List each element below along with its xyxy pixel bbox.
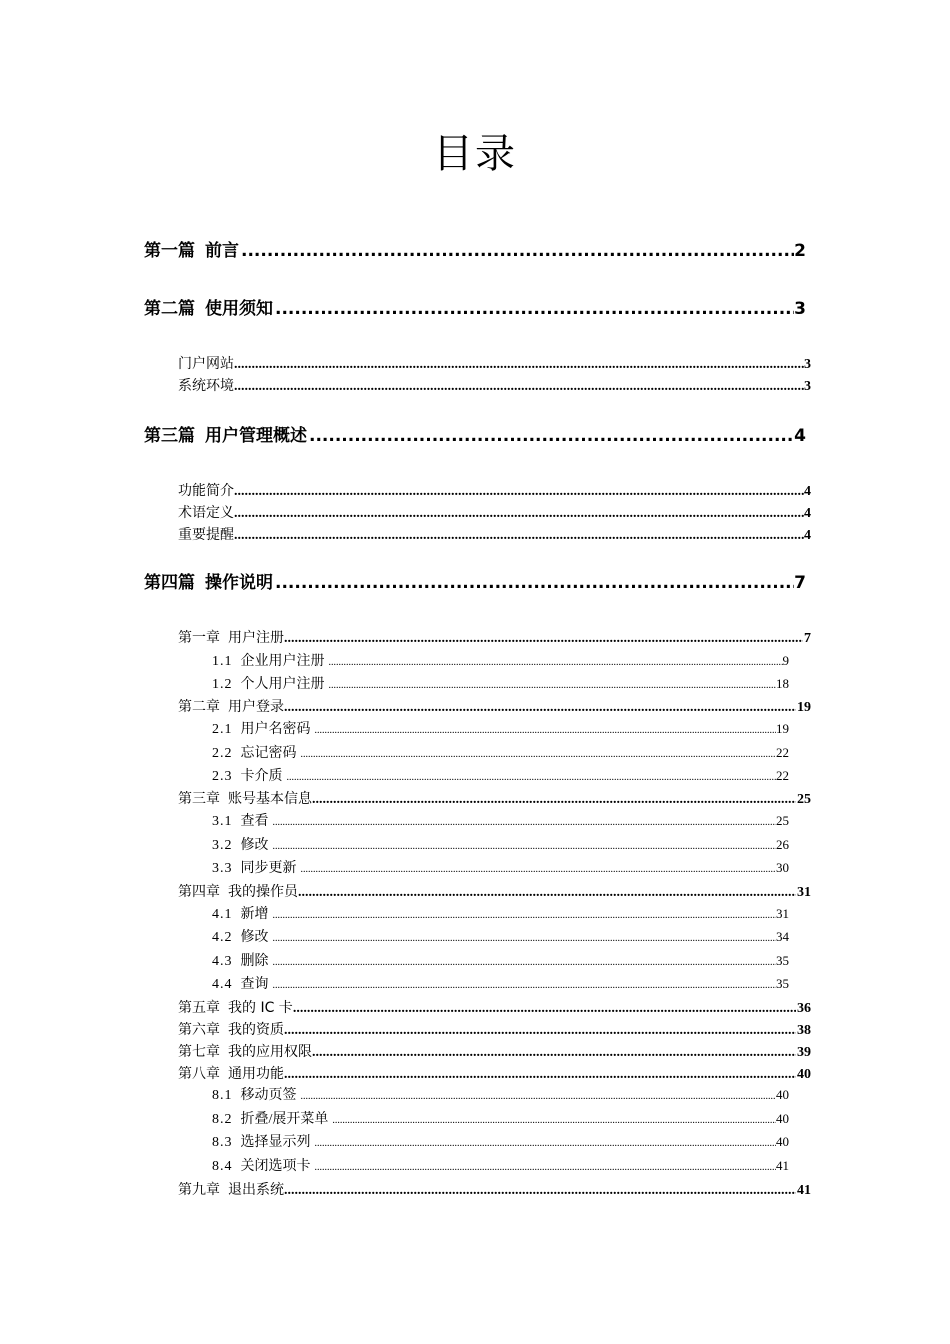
page-number: 3 bbox=[794, 299, 806, 318]
toc-part-2[interactable] bbox=[144, 294, 806, 318]
subsection-label bbox=[212, 650, 329, 670]
page-number: 41 bbox=[797, 1183, 811, 1198]
toc-section[interactable] bbox=[178, 375, 811, 395]
leader-dots bbox=[309, 426, 794, 445]
subsection-label bbox=[212, 1108, 332, 1128]
subsection-label bbox=[212, 765, 287, 785]
leader-dots bbox=[241, 241, 794, 260]
page-number: 4 bbox=[804, 506, 811, 521]
chapter-title: 用户登录 bbox=[228, 699, 284, 715]
leader-dots bbox=[234, 357, 804, 373]
subsection-title: 修改 bbox=[240, 930, 269, 945]
leader-dots bbox=[284, 700, 796, 716]
subsection-label bbox=[212, 834, 273, 854]
leader-dots bbox=[298, 885, 796, 901]
section-title: 功能简介 bbox=[178, 483, 234, 499]
chapter-number: 第二章 bbox=[178, 699, 220, 715]
subsection-number: 3.2 bbox=[212, 838, 233, 853]
leader-dots bbox=[284, 631, 803, 647]
page-number: 36 bbox=[797, 1001, 811, 1016]
chapter-label bbox=[178, 881, 298, 901]
section-title: 术语定义 bbox=[178, 505, 234, 521]
toc-subsection[interactable] bbox=[212, 834, 789, 854]
leader-dots bbox=[234, 379, 804, 395]
page-number: 26 bbox=[776, 837, 789, 852]
toc-subsection[interactable] bbox=[212, 650, 789, 670]
page-number: 41 bbox=[776, 1158, 789, 1173]
leader-dots bbox=[329, 680, 777, 691]
toc-subsection[interactable] bbox=[212, 673, 789, 693]
chapter-label bbox=[178, 627, 284, 647]
subsection-number: 2.3 bbox=[212, 769, 233, 784]
subsection-number: 8.3 bbox=[212, 1135, 233, 1150]
part-label bbox=[144, 294, 275, 318]
toc-part-1[interactable] bbox=[144, 236, 806, 260]
chapter-number: 第九章 bbox=[178, 1182, 220, 1198]
toc-subsection[interactable] bbox=[212, 765, 789, 785]
subsection-number: 2.1 bbox=[212, 722, 233, 737]
toc-subsection[interactable] bbox=[212, 1131, 789, 1151]
subsection-title: 删除 bbox=[240, 954, 269, 969]
subsection-label bbox=[212, 950, 273, 970]
subsection-number: 2.2 bbox=[212, 746, 233, 761]
chapter-title: 我的操作员 bbox=[228, 884, 298, 900]
subsection-title: 新增 bbox=[240, 907, 269, 922]
subsection-number: 4.4 bbox=[212, 977, 233, 992]
page-number: 7 bbox=[804, 631, 811, 646]
page-number: 22 bbox=[776, 745, 789, 760]
chapter-title: 通用功能 bbox=[228, 1066, 284, 1082]
subsection-number: 3.3 bbox=[212, 861, 233, 876]
leader-dots bbox=[284, 1023, 796, 1039]
subsection-title: 折叠/展开菜单 bbox=[240, 1112, 329, 1127]
chapter-title: 用户注册 bbox=[228, 630, 284, 646]
page-number: 19 bbox=[776, 721, 789, 736]
page-number: 34 bbox=[776, 929, 789, 944]
chapter-label bbox=[178, 1179, 284, 1199]
page-number: 40 bbox=[797, 1067, 811, 1082]
section-title: 门户网站 bbox=[178, 356, 234, 372]
leader-dots bbox=[234, 528, 804, 544]
leader-dots bbox=[284, 1067, 796, 1083]
chapter-number: 第四章 bbox=[178, 884, 220, 900]
page-number: 25 bbox=[776, 813, 789, 828]
chapter-label bbox=[178, 1063, 284, 1083]
page-number: 19 bbox=[797, 700, 811, 715]
toc-section[interactable] bbox=[178, 353, 811, 373]
page-number: 2 bbox=[794, 241, 806, 260]
subsection-label bbox=[212, 973, 273, 993]
subsection-title: 忘记密码 bbox=[240, 746, 297, 761]
subsection-label bbox=[212, 903, 273, 923]
toc-subsection[interactable] bbox=[212, 742, 789, 762]
page-number: 4 bbox=[804, 528, 811, 543]
subsection-title: 企业用户注册 bbox=[240, 654, 325, 669]
toc-chapter[interactable] bbox=[178, 788, 811, 808]
page-number: 3 bbox=[804, 379, 811, 394]
toc-chapter[interactable] bbox=[178, 881, 811, 901]
subsection-number: 8.4 bbox=[212, 1159, 233, 1174]
chapter-title: 账号基本信息 bbox=[228, 791, 312, 807]
part-number: 第四篇 bbox=[144, 573, 195, 592]
toc-section[interactable] bbox=[178, 524, 811, 544]
subsection-number: 1.2 bbox=[212, 677, 233, 692]
part-label bbox=[144, 421, 309, 445]
leader-dots bbox=[301, 864, 777, 875]
subsection-title: 查看 bbox=[240, 814, 269, 829]
part-number: 第三篇 bbox=[144, 426, 195, 445]
page-number: 9 bbox=[782, 653, 789, 668]
subsection-title: 同步更新 bbox=[240, 861, 297, 876]
leader-dots bbox=[273, 957, 777, 968]
page-number: 35 bbox=[776, 976, 789, 991]
leader-dots bbox=[315, 1162, 777, 1173]
chapter-label bbox=[178, 1041, 312, 1061]
part-label bbox=[144, 568, 275, 592]
chapter-number: 第五章 bbox=[178, 1000, 220, 1016]
toc-subsection[interactable] bbox=[212, 903, 789, 923]
leader-dots bbox=[234, 484, 804, 500]
leader-dots bbox=[273, 910, 777, 921]
toc-subsection[interactable] bbox=[212, 1084, 789, 1104]
toc-chapter[interactable] bbox=[178, 1179, 811, 1199]
page-number: 35 bbox=[776, 953, 789, 968]
chapter-title: 我的资质 bbox=[228, 1022, 284, 1038]
leader-dots bbox=[293, 1001, 796, 1017]
part-number: 第一篇 bbox=[144, 241, 195, 260]
toc-subsection[interactable] bbox=[212, 1108, 789, 1128]
chapter-number: 第三章 bbox=[178, 791, 220, 807]
toc-subsection[interactable] bbox=[212, 973, 789, 993]
subsection-title: 查询 bbox=[240, 977, 269, 992]
subsection-title: 关闭选项卡 bbox=[240, 1159, 311, 1174]
page-number: 18 bbox=[776, 676, 789, 691]
toc-chapter[interactable] bbox=[178, 696, 811, 716]
part-title: 前言 bbox=[205, 241, 239, 260]
leader-dots bbox=[301, 1091, 777, 1102]
toc-subsection[interactable] bbox=[212, 810, 789, 830]
leader-dots bbox=[301, 749, 777, 760]
toc-subsection[interactable] bbox=[212, 1155, 789, 1175]
leader-dots bbox=[273, 841, 777, 852]
page-number: 38 bbox=[797, 1023, 811, 1038]
chapter-title: 我的应用权限 bbox=[228, 1044, 312, 1060]
leader-dots bbox=[312, 1045, 796, 1061]
subsection-title: 修改 bbox=[240, 838, 269, 853]
subsection-number: 3.1 bbox=[212, 814, 233, 829]
leader-dots bbox=[284, 1183, 796, 1199]
toc-chapter[interactable] bbox=[178, 997, 811, 1017]
page-number: 30 bbox=[776, 860, 789, 875]
leader-dots bbox=[275, 573, 794, 592]
toc-title: 目录 bbox=[433, 131, 517, 177]
subsection-title: 选择显示列 bbox=[240, 1135, 311, 1150]
toc-section[interactable] bbox=[178, 502, 811, 522]
subsection-label bbox=[212, 810, 273, 830]
section-title: 系统环境 bbox=[178, 378, 234, 394]
subsection-label bbox=[212, 926, 273, 946]
toc-chapter[interactable] bbox=[178, 1063, 811, 1083]
page-number: 39 bbox=[797, 1045, 811, 1060]
section-title: 重要提醒 bbox=[178, 527, 234, 543]
toc-chapter[interactable] bbox=[178, 1019, 811, 1039]
toc-section[interactable] bbox=[178, 480, 811, 500]
chapter-label bbox=[178, 1019, 284, 1039]
toc-part-3[interactable] bbox=[144, 421, 806, 445]
page-number: 31 bbox=[776, 906, 789, 921]
part-title: 操作说明 bbox=[205, 573, 273, 592]
chapter-title: 退出系统 bbox=[228, 1182, 284, 1198]
leader-dots bbox=[273, 817, 777, 828]
toc-subsection[interactable] bbox=[212, 718, 789, 738]
subsection-label bbox=[212, 1155, 315, 1175]
subsection-label bbox=[212, 857, 301, 877]
subsection-title: 个人用户注册 bbox=[240, 677, 325, 692]
leader-dots bbox=[287, 772, 777, 783]
chapter-label bbox=[178, 997, 293, 1017]
subsection-label bbox=[212, 1131, 315, 1151]
subsection-number: 4.2 bbox=[212, 930, 233, 945]
part-title: 用户管理概述 bbox=[205, 426, 307, 445]
page-number: 25 bbox=[797, 792, 811, 807]
toc-subsection[interactable] bbox=[212, 857, 789, 877]
page-number: 22 bbox=[776, 768, 789, 783]
subsection-number: 8.1 bbox=[212, 1088, 233, 1103]
page-number: 40 bbox=[776, 1134, 789, 1149]
page-number: 4 bbox=[794, 426, 806, 445]
subsection-label bbox=[212, 718, 315, 738]
part-title: 使用须知 bbox=[205, 299, 273, 318]
chapter-number: 第六章 bbox=[178, 1022, 220, 1038]
part-label bbox=[144, 236, 241, 260]
leader-dots bbox=[329, 657, 783, 668]
page-number: 31 bbox=[797, 885, 811, 900]
page-number: 3 bbox=[804, 357, 811, 372]
subsection-title: 用户名密码 bbox=[240, 722, 311, 737]
leader-dots bbox=[315, 1138, 777, 1149]
leader-dots bbox=[315, 725, 777, 736]
chapter-number: 第一章 bbox=[178, 630, 220, 646]
leader-dots bbox=[275, 299, 794, 318]
chapter-title: 我的 IC 卡 bbox=[228, 1000, 293, 1016]
page-number: 40 bbox=[776, 1111, 789, 1126]
subsection-title: 移动页签 bbox=[240, 1088, 297, 1103]
subsection-label bbox=[212, 742, 301, 762]
chapter-label bbox=[178, 696, 284, 716]
chapter-label bbox=[178, 788, 312, 808]
subsection-label bbox=[212, 673, 329, 693]
leader-dots bbox=[273, 980, 777, 991]
chapter-number: 第八章 bbox=[178, 1066, 220, 1082]
toc-subsection[interactable] bbox=[212, 926, 789, 946]
toc-subsection[interactable] bbox=[212, 950, 789, 970]
page-number: 7 bbox=[794, 573, 806, 592]
subsection-number: 1.1 bbox=[212, 654, 233, 669]
subsection-label bbox=[212, 1084, 301, 1104]
toc-chapter[interactable] bbox=[178, 627, 811, 647]
subsection-number: 8.2 bbox=[212, 1112, 233, 1127]
leader-dots bbox=[273, 933, 777, 944]
part-number: 第二篇 bbox=[144, 299, 195, 318]
subsection-title: 卡介质 bbox=[240, 769, 283, 784]
toc-chapter[interactable] bbox=[178, 1041, 811, 1061]
page-number: 40 bbox=[776, 1087, 789, 1102]
subsection-number: 4.1 bbox=[212, 907, 233, 922]
leader-dots bbox=[332, 1115, 776, 1126]
page-number: 4 bbox=[804, 484, 811, 499]
subsection-number: 4.3 bbox=[212, 954, 233, 969]
chapter-number: 第七章 bbox=[178, 1044, 220, 1060]
leader-dots bbox=[234, 506, 804, 522]
toc-part-4[interactable] bbox=[144, 568, 806, 592]
leader-dots bbox=[312, 792, 796, 808]
